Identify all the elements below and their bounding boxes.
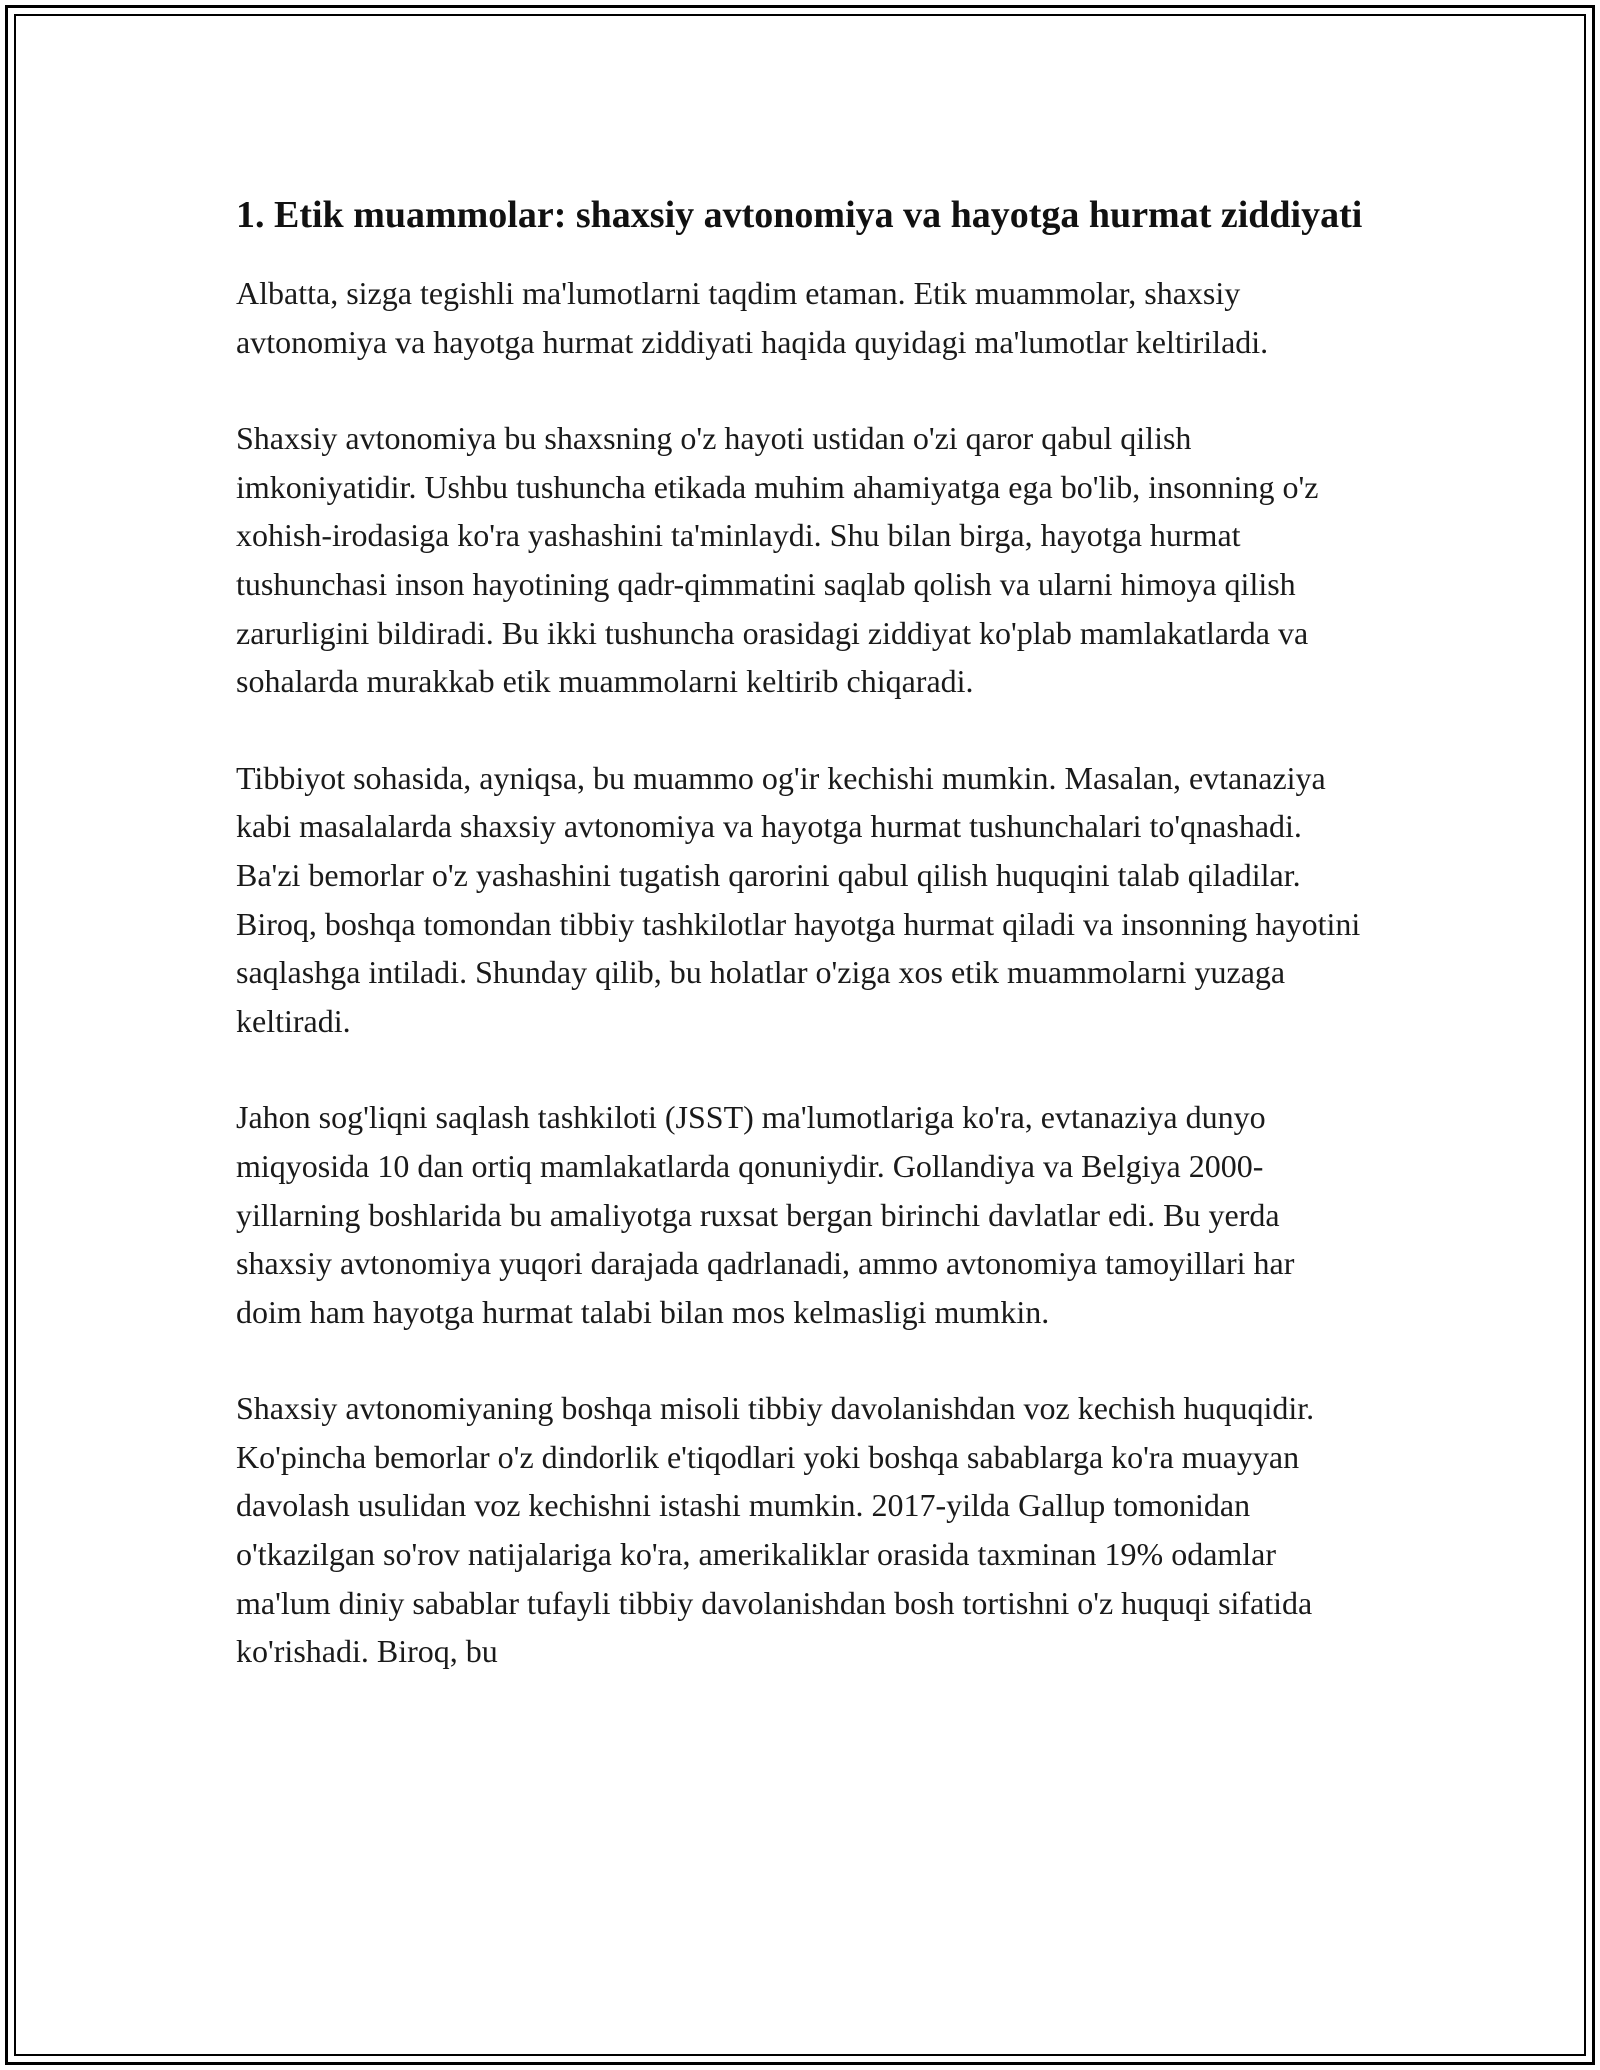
paragraph-who-data: Jahon sog'liqni saqlash tashkiloti (JSST) ma'lumotlariga ko'ra, evtanaziya dunyo miqyosida 10 dan ortiq mamlakatlarda qonuniydir. Gollandiya va Belgiya 2000-yillarning boshlarida bu amaliyotga ruxsat bergan birinchi davlatlar edi. Bu yerda shaxsiy avtonomiya yuqori darajada qadrlanadi, ammo avtonomiya tamoyillari har doim ham hayotga hurmat talabi bilan mos kelmasligi mumkin. xyxy=(236,1099,1295,1330)
document-body xyxy=(236,188,1366,1724)
section-heading: 1. Etik muammolar: shaxsiy avtonomiya va hayotga hurmat ziddiyati xyxy=(236,194,1363,236)
paragraph-intro: Albatta, sizga tegishli ma'lumotlarni taqdim etaman. Etik muammolar, shaxsiy avtonomiya va hayotga hurmat ziddiyati haqida quyidagi ma'lumotlar keltiriladi. xyxy=(236,275,1269,360)
paragraph-medicine: Tibbiyot sohasida, ayniqsa, bu muammo og'ir kechishi mumkin. Masalan, evtanaziya kabi masalalarda shaxsiy avtonomiya va hayotga hurmat tushunchalari to'qnashadi. Ba'zi bemorlar o'z yashashini tugatish qarorini qabul qilish huquqini talab qiladilar. Biroq, boshqa tomondan tibbiy tashkilotlar hayotga hurmat qiladi va insonning hayotini saqlashga intiladi. Shunday qilib, bu holatlar o'ziga xos etik muammolarni yuzaga keltiradi. xyxy=(236,759,1361,1039)
paragraph-treatment-refusal: Shaxsiy avtonomiyaning boshqa misoli tibbiy davolanishdan voz kechish huquqidir. Ko'pincha bemorlar o'z dindorlik e'tiqodlari yoki boshqa sabablarga ko'ra muayyan davolash usulidan voz kechishni istashi mumkin. 2017-yilda Gallup tomonidan o'tkazilgan so'rov natijalariga ko'ra, amerikaliklar orasida taxminan 19% odamlar ma'lum diniy sabablar tufayli tibbiy davolanishdan bosh tortishni o'z huquqi sifatida ko'rishadi. Biroq, bu xyxy=(236,1390,1315,1670)
paragraph-autonomy: Shaxsiy avtonomiya bu shaxsning o'z hayoti ustidan o'zi qaror qabul qilish imkoniyatidir. Ushbu tushuncha etikada muhim ahamiyatga ega bo'lib, insonning o'z xohish-irodasiga ko'ra yashashini ta'minlaydi. Shu bilan birga, hayotga hurmat tushunchasi inson hayotining qadr-qimmatini saqlab qolish va ularni himoya qilish zarurligini bildiradi. Bu ikki tushuncha orasidagi ziddiyat ko'plab mamlakatlarda va sohalarda murakkab etik muammolarni keltirib chiqaradi. xyxy=(236,420,1319,700)
